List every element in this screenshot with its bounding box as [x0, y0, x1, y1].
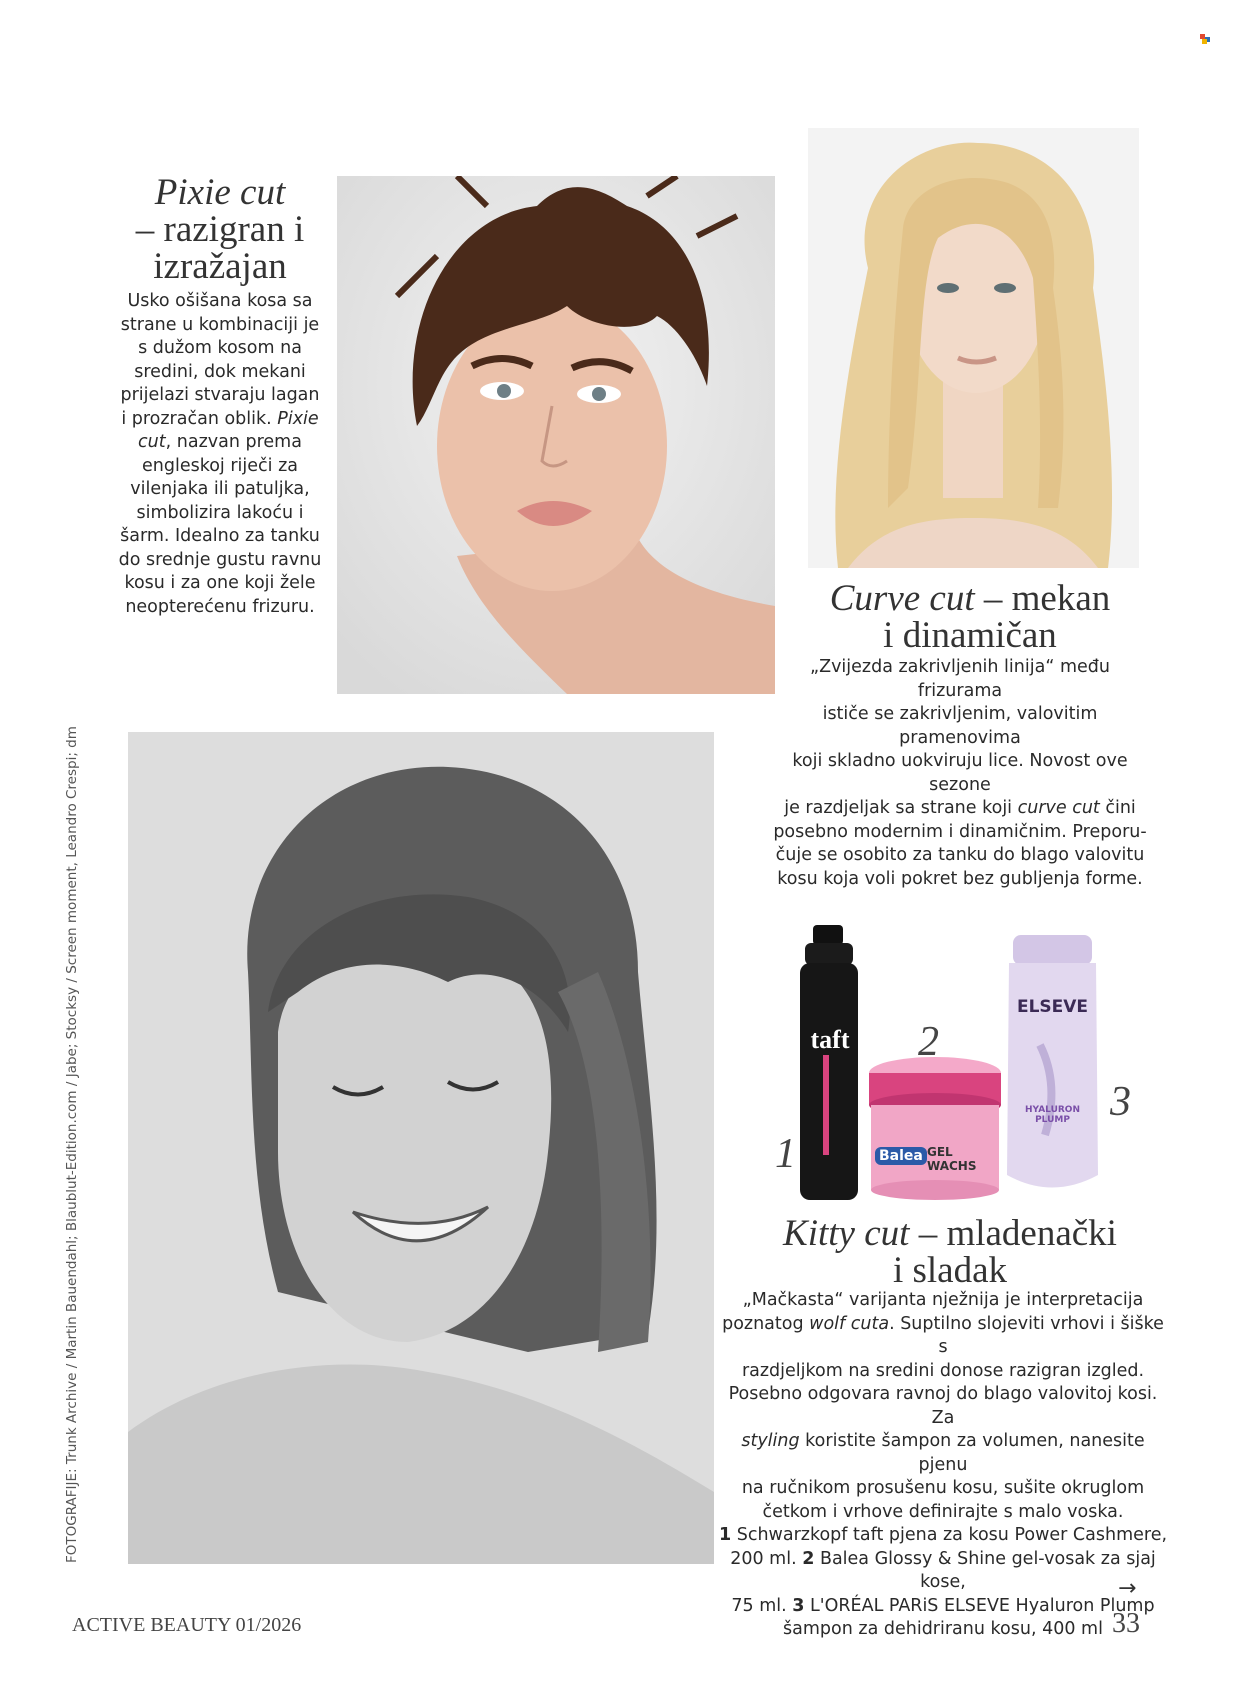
kitty-line: na ručnikom prosušenu kosu, sušite okruglom [741, 1478, 1145, 1498]
product-line-1: 1 Schwarzkopf taft pjena za kosu Power Cashmere, [718, 1525, 1168, 1545]
kitty-photo [128, 732, 714, 1564]
elseve-shampoo-bottle [1005, 935, 1100, 1200]
elseve-sub: HYALURON PLUMP [1025, 1105, 1080, 1125]
pixie-line: Usko ošišana kosa sa [127, 291, 313, 311]
taft-label: taft [810, 1025, 850, 1054]
curve-title-italic: Curve cut [829, 578, 975, 619]
pixie-line: do srednje gustu ravnu [118, 549, 322, 570]
product-line-3: 75 ml. 3 L'ORÉAL PARiS ELSEVE Hyaluron Plump [731, 1595, 1155, 1616]
kitty-line: styling koristite šampon za volumen, nanesite pjenu [741, 1431, 1145, 1475]
kitty-title-rest: – mladenački [909, 1213, 1117, 1254]
pixie-line: i prozračan oblik. Pixie [121, 408, 319, 429]
kitty-line: četkom i vrhove definirajte s malo voska. [762, 1501, 1124, 1522]
balea-gel-text: GEL WACHS [927, 1145, 977, 1173]
curve-line: posebno modernim i dinamičnim. Preporu- [773, 821, 1147, 842]
pixie-title-line3: izražajan [153, 246, 287, 287]
curve-title-rest: – mekan [974, 578, 1111, 619]
pixie-title-line2: – razigran i [135, 209, 305, 250]
elseve-label: ELSEVE [1016, 997, 1089, 1017]
page-number: 33 [1112, 1608, 1140, 1639]
balea-gel-jar [865, 1055, 1005, 1200]
kitty-body [718, 1289, 1168, 1642]
pixie-line: sredini, dok mekani [134, 361, 306, 382]
corner-logo-icon [1200, 34, 1212, 42]
product-line-4: šampon za dehidriranu kosu, 400 ml [783, 1619, 1103, 1639]
pixie-line: s dužom kosom na [138, 338, 302, 358]
kitty-line: „Mačkasta“ varijanta nježnija je interpretacija [742, 1290, 1144, 1310]
pixie-line: vilenjaka ili patuljka, [130, 479, 310, 499]
kitty-line: poznatog wolf cuta. Suptilno slojeviti vrhovi i šiške s [722, 1313, 1164, 1357]
curve-title-line2: i dinamičan [883, 615, 1057, 656]
curve-line: koji skladno uokviruju lice. Novost ove sezone [792, 751, 1128, 795]
curve-body [770, 656, 1150, 891]
pixie-line: kosu i za one koji žele [124, 573, 316, 593]
product-number-1: 1 [775, 1131, 796, 1177]
curve-line: čuje se osobito za tanku do blago valovitu [775, 845, 1145, 865]
pixie-line: strane u kombinaciji je [120, 314, 320, 335]
curve-title [790, 580, 1150, 654]
kitty-title [740, 1215, 1160, 1289]
pixie-line: neopterećenu frizuru. [125, 596, 315, 617]
curve-line: je razdjeljak sa strane koji curve cut čini [784, 798, 1136, 818]
magazine-footer: ACTIVE BEAUTY 01/2026 [72, 1614, 302, 1636]
pixie-line: prijelazi stvaraju lagan [120, 385, 320, 405]
products-group [760, 920, 1150, 1210]
kitty-line: Posebno odgovara ravnoj do blago valovitoj kosi. Za [728, 1384, 1158, 1428]
curve-photo [808, 128, 1139, 568]
curve-line: kosu koja voli pokret bez gubljenja forme. [777, 868, 1143, 889]
curve-line: „Zvijezda zakrivljenih linija“ među frizurama [810, 657, 1110, 701]
curve-line: ističe se zakrivljenim, valovitim pramenovima [822, 704, 1098, 748]
pixie-body [100, 290, 340, 619]
kitty-title-line2: i sladak [892, 1250, 1008, 1291]
pixie-title [110, 174, 330, 285]
pixie-line: simbolizira lakoću i [136, 502, 304, 523]
balea-label: Balea [875, 1147, 927, 1165]
next-page-arrow-icon[interactable]: → [1118, 1576, 1137, 1601]
pixie-line: engleskoj riječi za [142, 455, 298, 476]
photo-credit: FOTOGRAFIJE: Trunk Archive / Martin Bauendahl; Blaublut-Edition.com / Jabe; Stocksy / Screen moment, Leandro Crespi; dm [64, 726, 80, 1563]
product-number-3: 3 [1110, 1079, 1131, 1125]
taft-mousse-can [795, 925, 865, 1200]
pixie-line: šarm. Idealno za tanku [120, 526, 320, 546]
kitty-line: razdjeljkom na sredini donose razigran izgled. [741, 1360, 1145, 1381]
pixie-photo [337, 176, 775, 694]
kitty-title-italic: Kitty cut [783, 1213, 910, 1254]
pixie-line: cut, nazvan prema [138, 432, 302, 452]
product-number-2: 2 [918, 1019, 939, 1065]
pixie-title-italic: Pixie cut [154, 172, 286, 213]
product-line-2: 200 ml. 2 Balea Glossy & Shine gel-vosak za sjaj kose, [730, 1548, 1156, 1592]
